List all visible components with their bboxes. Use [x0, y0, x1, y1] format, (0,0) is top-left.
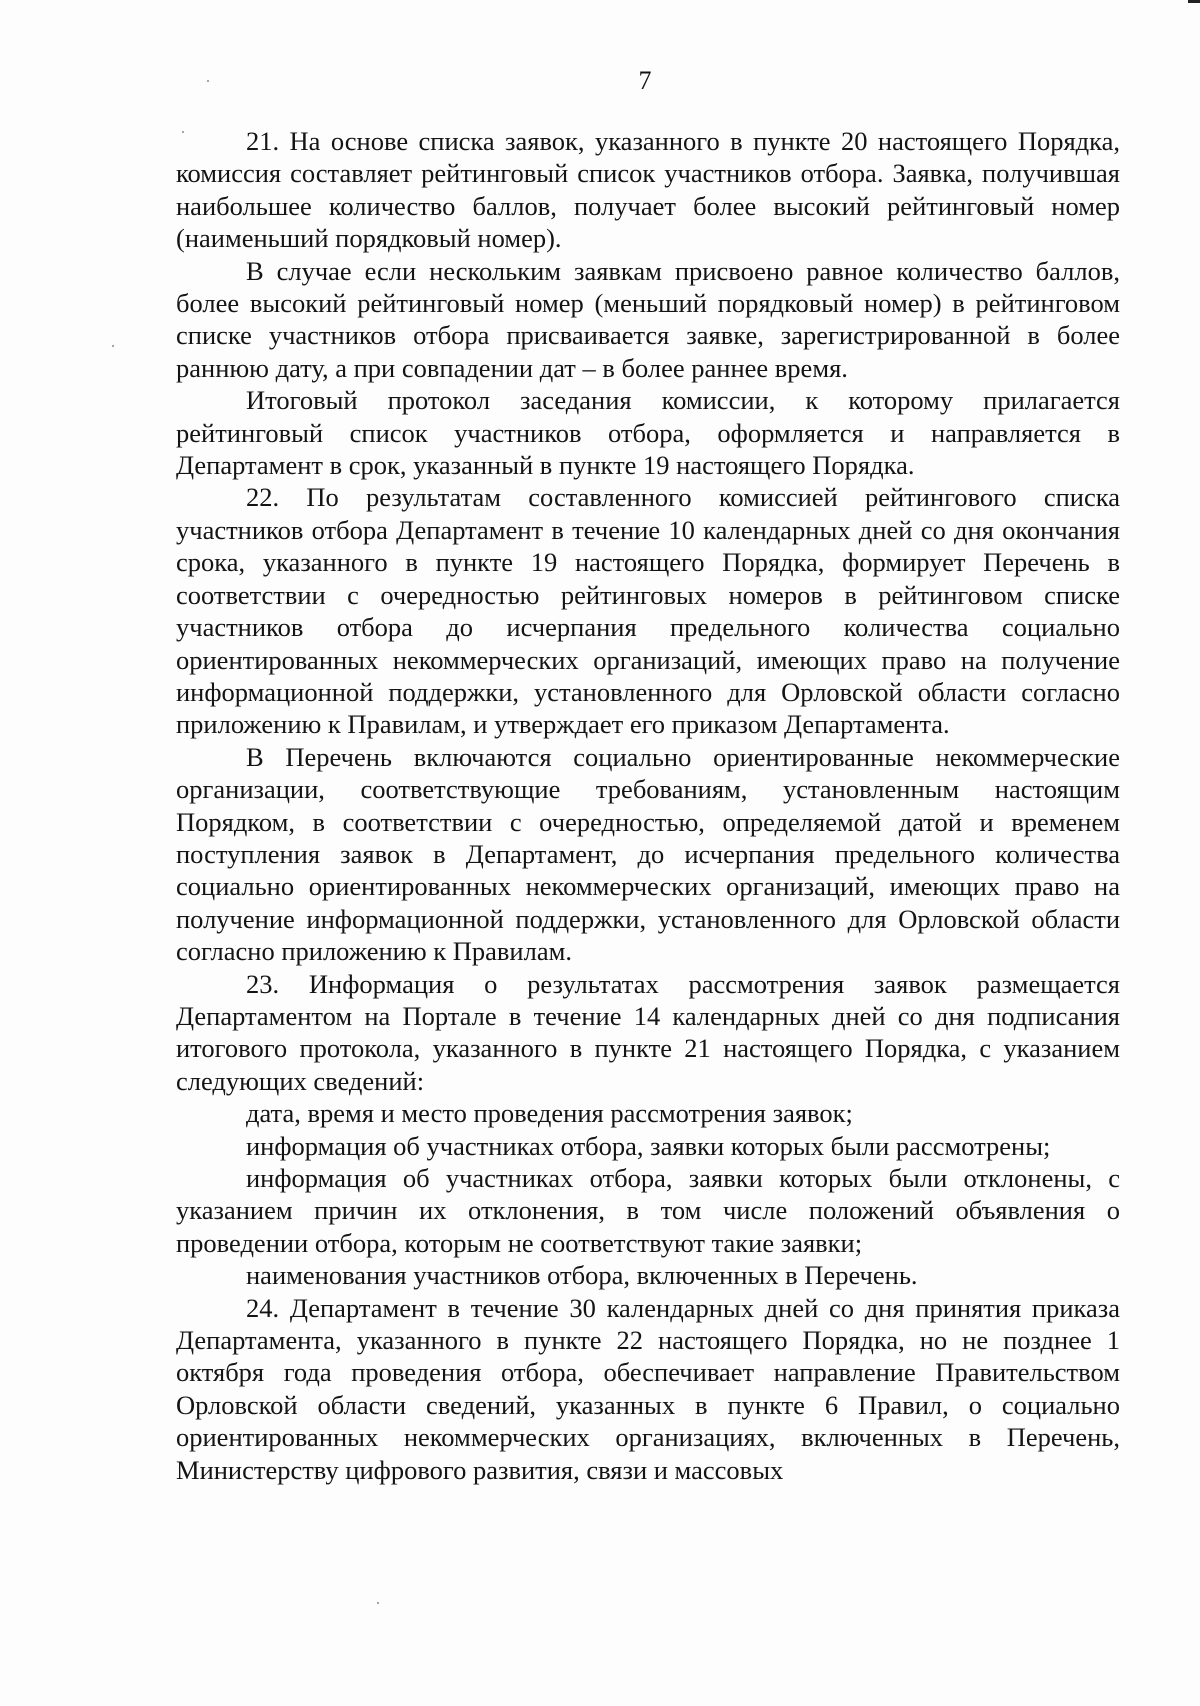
paragraph-equal-score: В случае если нескольким заявкам присвоено равное количество баллов, более высокий рейтинговый номер (меньший порядковый номер) в рейтинговом списке участников отбора присваивается заявке, зарегистрированной в более раннюю дату, а при совпадении дат – в более раннее время. [176, 255, 1120, 383]
paragraph-24: 24. Департамент в течение 30 календарных дней со дня принятия приказа Департамента, указанного в пункте 22 настоящего Порядка, но не позднее 1 октября года проведения отбора, обеспечивает направление Правительством Орловской области сведений, указанных в пункте 6 Правил, о социально ориентированных некоммерческих организациях, включенных в Перечень, Министерству цифрового развития, связи и массовых [176, 1292, 1120, 1485]
paragraph-23: 23. Информация о результатах рассмотрения заявок размещается Департаментом на Портале в течение 14 календарных дней со дня подписания итогового протокола, указанного в пункте 21 настоящего Порядка, с указанием следующих сведений: [176, 968, 1120, 1096]
paragraph-final-protocol: Итоговый протокол заседания комиссии, к которому прилагается рейтинговый список участников отбора, оформляется и направляется в Департамент в срок, указанный в пункте 19 настоящего Порядка. [176, 385, 1120, 481]
list-item-included-participants: наименования участников отбора, включенных в Перечень. [246, 1260, 918, 1291]
page-number: 7 [638, 66, 652, 95]
scan-speck [377, 1602, 379, 1604]
list-item-date-time-place: дата, время и место проведения рассмотрения заявок; [246, 1098, 853, 1129]
list-item-rejected-applications: информация об участниках отбора, заявки которых были отклонены, с указанием причин их отклонения, в том числе положений объявления о проведении отбора, которым не соответствуют такие заявки; [176, 1163, 1120, 1258]
paragraph-22: 22. По результатам составленного комиссией рейтингового списка участников отбора Департамент в течение 10 календарных дней со дня окончания срока, указанного в пункте 19 настоящего Порядка, формирует Перечень в соответствии с очередностью рейтинговых номеров в рейтинговом списке участников отбора до исчерпания предельного количества социально ориентированных некоммерческих организаций, имеющих право на получение информационной поддержки, установленного для Орловской области согласно приложению к Правилам, и утверждает его приказом Департамента. [176, 482, 1120, 740]
document-body [176, 125, 1120, 1486]
scan-edge-mark [1188, 0, 1200, 3]
paragraph-list-inclusion: В Перечень включаются социально ориентированные некоммерческие организации, соответствующие требованиям, установленным настоящим Порядком, в соответствии с очередностью, определяемой датой и временем поступления заявок в Департамент, до исчерпания предельного количества социально ориентированных некоммерческих организаций, имеющих право на получение информационной поддержки, установленного для Орловской области согласно приложению к Правилам. [176, 741, 1120, 967]
scan-speck [112, 345, 114, 347]
paragraph-21: 21. На основе списка заявок, указанного в пункте 20 настоящего Порядка, комиссия составляет рейтинговый список участников отбора. Заявка, получившая наибольшее количество баллов, получает более высокий рейтинговый номер (наименьший порядковый номер). [176, 126, 1120, 254]
list-item-reviewed-applications: информация об участниках отбора, заявки которых были рассмотрены; [246, 1130, 1051, 1161]
